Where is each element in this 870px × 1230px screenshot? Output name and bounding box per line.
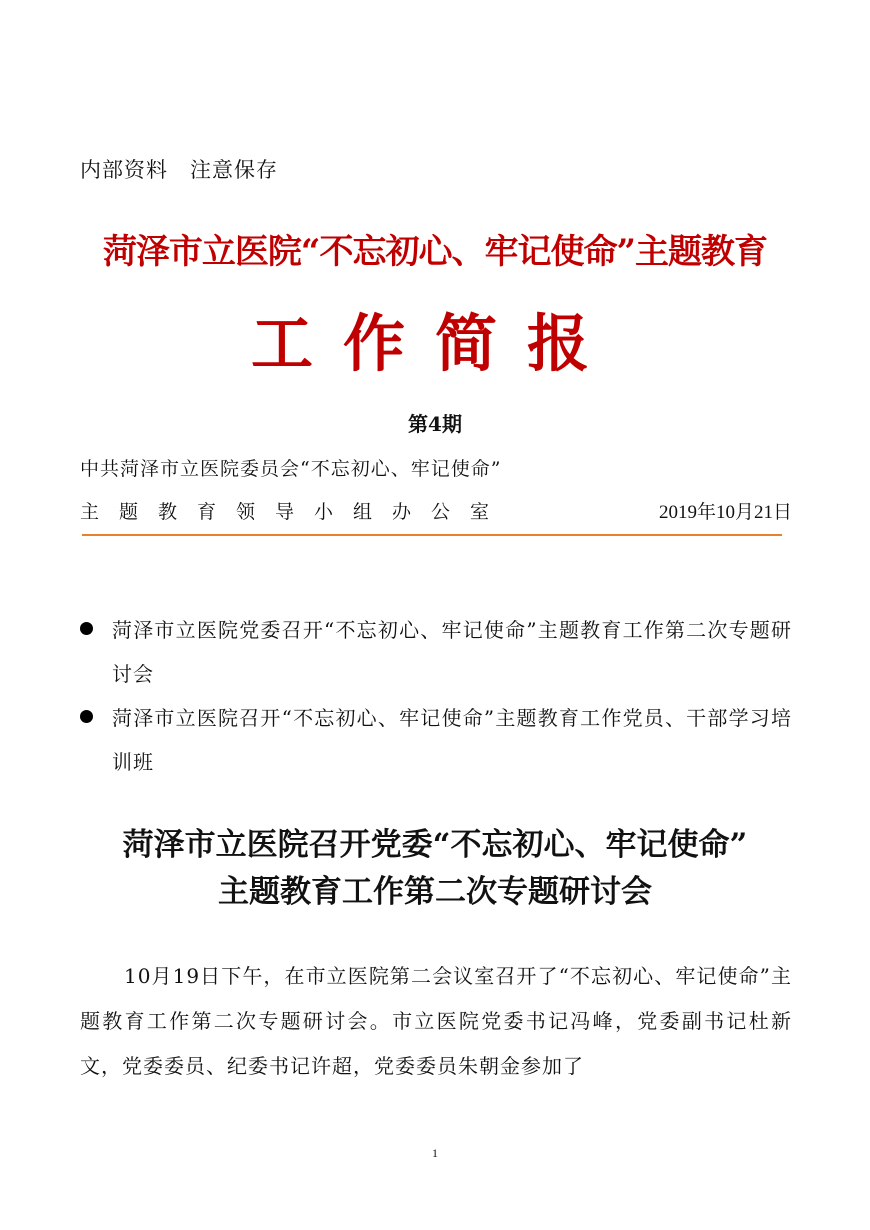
bullet-icon [80, 710, 93, 723]
toc-item [80, 696, 792, 784]
toc-item-text: 菏泽市立医院召开“不忘初心、牢记使命”主题教育工作党员、干部学习培训班 [112, 706, 792, 774]
article-title-line2: 主题教育工作第二次专题研讨会 [218, 874, 652, 910]
issue-number: 第4期 [408, 412, 462, 436]
page-number: 1 [432, 1146, 438, 1160]
header-divider [82, 534, 782, 536]
issuing-org-line1: 中共菏泽市立医院委员会“不忘初心、牢记使命” [80, 458, 502, 480]
table-of-contents [80, 608, 792, 784]
toc-item [80, 608, 792, 696]
bulletin-title: 菏泽市立医院“不忘初心、牢记使命”主题教育 [102, 232, 768, 272]
article-title-line1: 菏泽市立医院召开党委“不忘初心、牢记使命” [122, 827, 748, 863]
issuing-org-line2: 主题教育领导小组办公室 [80, 501, 510, 523]
issue-date: 2019年10月21日 [658, 502, 792, 523]
bullet-icon [80, 622, 93, 635]
classification-label: 内部资料 注意保存 [80, 158, 278, 182]
article-title [0, 822, 870, 916]
article-paragraph: 10月19日下午，在市立医院第二会议室召开了“不忘初心、牢记使命”主题教育工作第二次专题研讨会。市立医院党委书记冯峰，党委副书记杜新文，党委委员、纪委书记许超，党委委员朱朝金参加了 [80, 964, 792, 1078]
bulletin-subtitle: 工作简报 [250, 307, 619, 380]
toc-item-text: 菏泽市立医院党委召开“不忘初心、牢记使命”主题教育工作第二次专题研讨会 [112, 618, 792, 686]
